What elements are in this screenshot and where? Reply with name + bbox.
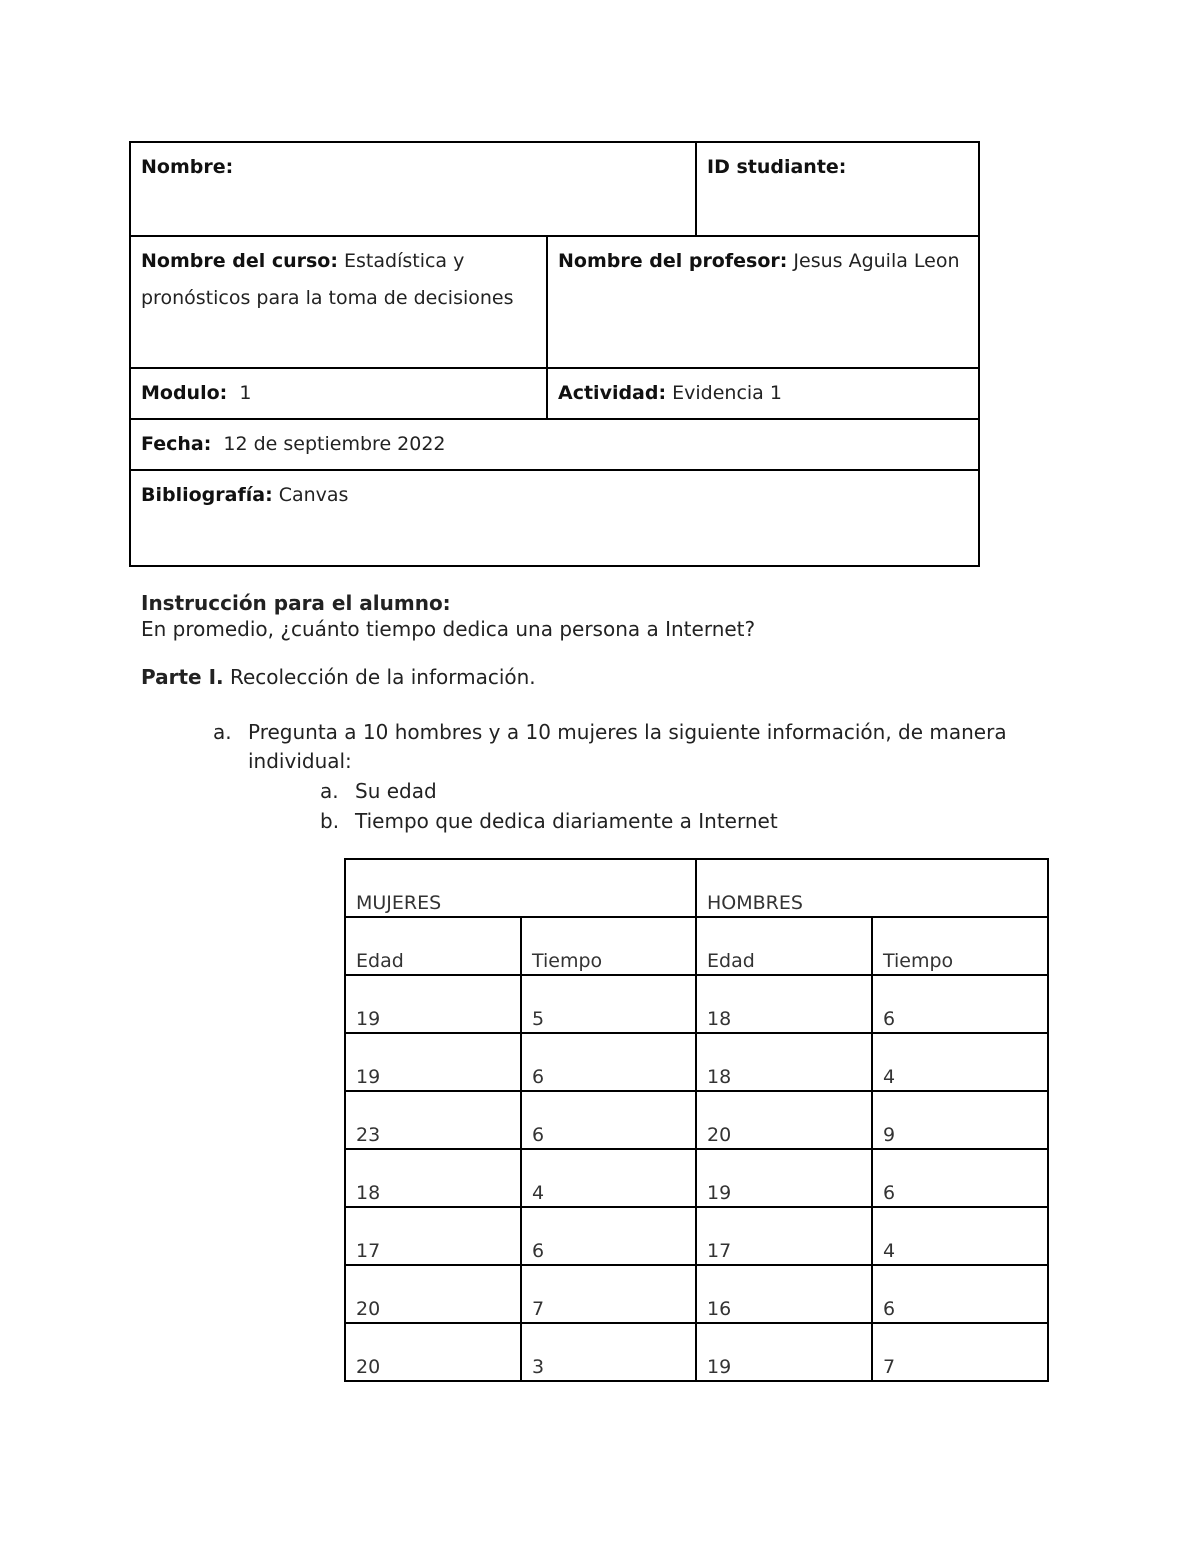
list-marker: a. [213, 720, 232, 744]
col-header: Edad [345, 917, 521, 975]
group-header-row [345, 859, 1048, 917]
parte-text: Recolección de la información. [229, 665, 536, 689]
table-cell: 4 [521, 1149, 696, 1207]
modulo-cell [130, 368, 547, 419]
sub-list [320, 776, 778, 836]
sub-list-marker: b. [320, 809, 340, 833]
table-cell: 6 [521, 1091, 696, 1149]
table-cell: 6 [521, 1033, 696, 1091]
id-label: ID studiante: [707, 156, 847, 178]
sub-list-item [320, 776, 778, 806]
table-row [345, 1033, 1048, 1091]
table-cell: 6 [872, 975, 1048, 1033]
table-row [345, 1149, 1048, 1207]
column-header-row [345, 917, 1048, 975]
group-mujeres: MUJERES [345, 859, 696, 917]
header-form [129, 141, 978, 567]
table-cell: 19 [345, 1033, 521, 1091]
list-item-text-line2: individual: [248, 749, 352, 773]
col-header: Tiempo [521, 917, 696, 975]
table-cell: 16 [696, 1265, 872, 1323]
instruction-section [141, 590, 1121, 690]
profesor-cell [547, 236, 979, 368]
actividad-label: Actividad: [558, 382, 667, 404]
header-table [129, 141, 980, 567]
table-cell: 19 [696, 1323, 872, 1381]
table-cell: 6 [872, 1149, 1048, 1207]
table-cell: 20 [345, 1323, 521, 1381]
col-header: Tiempo [872, 917, 1048, 975]
table-cell: 18 [696, 1033, 872, 1091]
fecha-value: 12 de septiembre 2022 [223, 433, 446, 455]
nombre-label: Nombre: [141, 156, 234, 178]
table-row [345, 1323, 1048, 1381]
list-item [213, 718, 1053, 747]
parte-heading [141, 664, 1121, 690]
data-table [344, 858, 1049, 1382]
sub-list-marker: a. [320, 779, 339, 803]
instruction-question: En promedio, ¿cuánto tiempo dedica una persona a Internet? [141, 617, 756, 641]
instruction-title: Instrucción para el alumno: [141, 591, 451, 615]
instruction-list [213, 718, 1053, 776]
col-header: Edad [696, 917, 872, 975]
table-cell: 4 [872, 1207, 1048, 1265]
actividad-value: Evidencia 1 [672, 382, 782, 404]
table-row [345, 1091, 1048, 1149]
bibliografia-value: Canvas [278, 484, 349, 506]
table-cell: 6 [872, 1265, 1048, 1323]
table-cell: 5 [521, 975, 696, 1033]
list-item-continuation [213, 747, 1053, 776]
table-cell: 3 [521, 1323, 696, 1381]
parte-label: Parte I. [141, 665, 224, 689]
table-cell: 17 [696, 1207, 872, 1265]
table-cell: 4 [872, 1033, 1048, 1091]
table-cell: 18 [345, 1149, 521, 1207]
profesor-value: Jesus Aguila Leon [793, 250, 960, 272]
data-table-wrapper [344, 858, 1049, 1382]
table-cell: 7 [521, 1265, 696, 1323]
table-row [345, 1207, 1048, 1265]
table-cell: 20 [345, 1265, 521, 1323]
table-row [345, 975, 1048, 1033]
table-cell: 19 [345, 975, 521, 1033]
profesor-label: Nombre del profesor: [558, 250, 788, 272]
sub-list-text: Su edad [355, 779, 437, 803]
curso-value: Estadística y pronósticos para la toma de decisiones [141, 250, 514, 309]
table-cell: 19 [696, 1149, 872, 1207]
curso-label: Nombre del curso: [141, 250, 338, 272]
curso-cell [130, 236, 547, 368]
modulo-value: 1 [239, 382, 252, 404]
table-cell: 9 [872, 1091, 1048, 1149]
actividad-cell [547, 368, 979, 419]
table-cell: 23 [345, 1091, 521, 1149]
group-hombres: HOMBRES [696, 859, 1048, 917]
fecha-cell [130, 419, 979, 470]
modulo-label: Modulo: [141, 382, 228, 404]
bibliografia-label: Bibliografía: [141, 484, 273, 506]
sub-list-text: Tiempo que dedica diariamente a Internet [355, 809, 778, 833]
table-cell: 18 [696, 975, 872, 1033]
table-cell: 7 [872, 1323, 1048, 1381]
list-item-text-line1: Pregunta a 10 hombres y a 10 mujeres la siguiente información, de manera [248, 720, 1007, 744]
table-cell: 17 [345, 1207, 521, 1265]
table-cell: 6 [521, 1207, 696, 1265]
bibliografia-cell [130, 470, 979, 566]
nombre-cell [130, 142, 696, 236]
table-row [345, 1265, 1048, 1323]
fecha-label: Fecha: [141, 433, 212, 455]
sub-list-item [320, 806, 778, 836]
id-cell [696, 142, 979, 236]
table-cell: 20 [696, 1091, 872, 1149]
